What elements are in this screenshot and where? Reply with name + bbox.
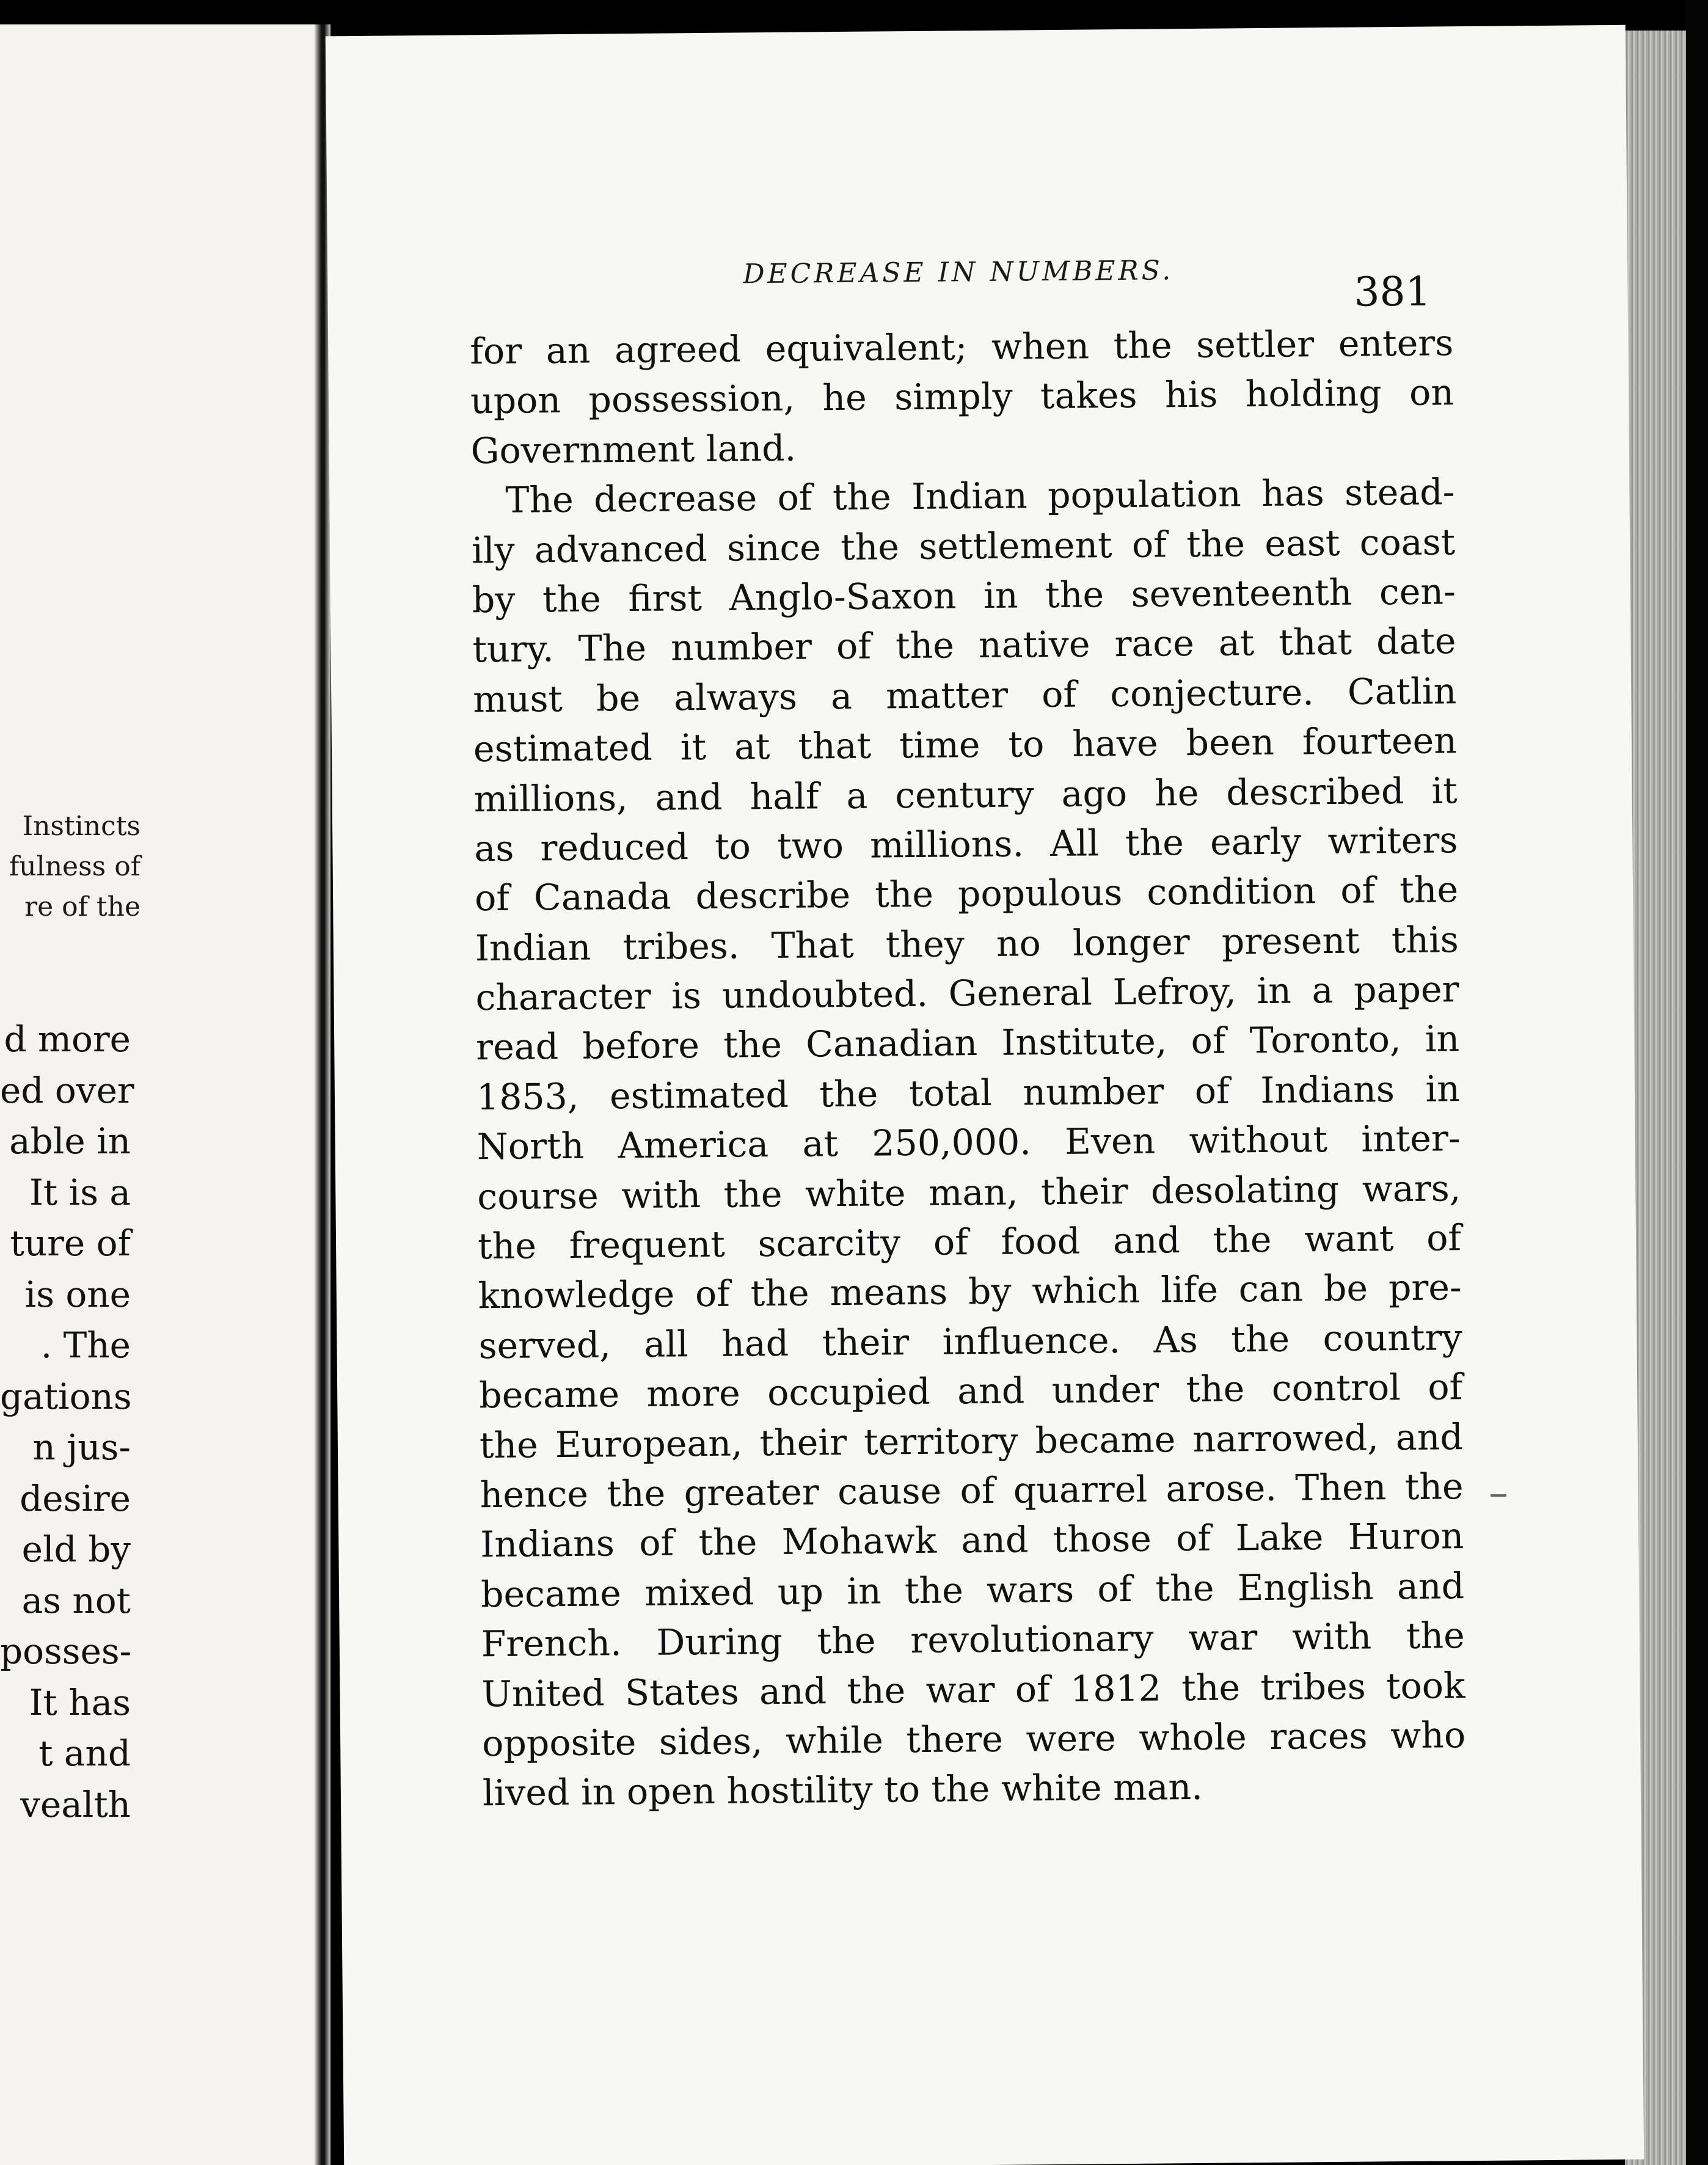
- left-line-end: t and: [38, 1732, 131, 1774]
- left-line-end: n jus-: [32, 1426, 131, 1468]
- running-head: DECREASE IN NUMBERS.: [742, 255, 1174, 290]
- left-line-end: eld by: [21, 1528, 131, 1570]
- text-line: character is undoubted. General Lefroy, in a paper: [475, 968, 1459, 1019]
- left-line-end: desire: [20, 1477, 131, 1519]
- left-line-end: as not: [21, 1579, 131, 1621]
- page-number: 381: [1354, 268, 1431, 316]
- text-line: millions, and half a century ago he described it: [473, 769, 1458, 820]
- left-line-end: It has: [29, 1681, 131, 1723]
- text-line: North America at 250,000. Even without inter-: [476, 1117, 1461, 1168]
- text-line: 1853, estimated the total number of Indians in: [476, 1068, 1461, 1119]
- text-line: became more occupied and under the control of: [478, 1366, 1463, 1417]
- body-text: [470, 318, 1466, 1819]
- text-line: hence the greater cause of quarrel arose. Then the: [480, 1466, 1464, 1516]
- left-line-end: gations: [0, 1375, 132, 1417]
- text-line: the European, their territory became narrowed, and: [479, 1415, 1464, 1466]
- text-line: for an agreed equivalent; when the settler enters: [470, 322, 1454, 373]
- text-line: opposite sides, while there were whole races who: [481, 1714, 1466, 1765]
- left-line-end: . The: [40, 1324, 131, 1366]
- left-line-end: is one: [24, 1273, 131, 1315]
- text-line: United States and the war of 1812 the tribes took: [481, 1664, 1465, 1715]
- paragraph-2: [471, 467, 1466, 1819]
- margin-note-line: fulness of: [9, 851, 141, 882]
- text-line: became mixed up in the wars of the English and: [480, 1564, 1465, 1615]
- text-line: the frequent scarcity of food and the want of: [477, 1217, 1462, 1268]
- text-line: estimated it at that time to have been fourteen: [473, 720, 1458, 770]
- text-line: must be always a matter of conjecture. Catlin: [472, 670, 1457, 721]
- text-line: lived in open hostility to the white man.: [482, 1766, 1203, 1814]
- text-line: Indian tribes. That they no longer present this: [475, 918, 1459, 969]
- text-line: course with the white man, their desolating wars,: [477, 1167, 1461, 1218]
- text-line: Indians of the Mohawk and those of Lake Huron: [480, 1515, 1464, 1566]
- left-line-end: vealth: [20, 1783, 131, 1825]
- text-line: Government land.: [470, 427, 797, 472]
- left-page-text: [0, 24, 318, 2165]
- text-line: The decrease of the Indian population has stead-: [505, 471, 1455, 521]
- scan-mark: [1491, 1494, 1506, 1497]
- left-line-end: able in: [9, 1120, 131, 1162]
- left-page-line-ends: [0, 1014, 316, 1830]
- left-line-end: It is a: [29, 1171, 131, 1213]
- margin-note: [0, 806, 141, 927]
- text-line: served, all had their influence. As the country: [478, 1316, 1462, 1367]
- text-line: read before the Canadian Institute, of Toronto, in: [475, 1018, 1460, 1068]
- margin-note-line: Instincts: [22, 811, 141, 842]
- left-line-end: posses-: [0, 1630, 132, 1672]
- text-line: ily advanced since the settlement of the east coast: [471, 520, 1456, 571]
- scan-border: [1686, 0, 1708, 2165]
- left-page: [0, 24, 318, 2165]
- paragraph-1: [470, 318, 1454, 476]
- text-line: upon possession, he simply takes his holding on: [470, 371, 1454, 422]
- text-line: knowledge of the means by which life can be pre-: [478, 1266, 1462, 1317]
- text-line: by the first Anglo-Saxon in the seventeenth cen-: [472, 571, 1456, 621]
- margin-note-line: re of the: [24, 891, 141, 922]
- left-line-end: ed over: [0, 1069, 134, 1111]
- text-line: tury. The number of the native race at that date: [472, 620, 1456, 671]
- left-line-end: d more: [4, 1018, 131, 1060]
- text-line: of Canada describe the populous condition of the: [474, 869, 1459, 919]
- left-line-end: ture of: [10, 1222, 131, 1264]
- text-line: as reduced to two millions. All the early writers: [474, 819, 1458, 870]
- right-page: [326, 25, 1644, 2165]
- text-line: French. During the revolutionary war with the: [481, 1615, 1465, 1665]
